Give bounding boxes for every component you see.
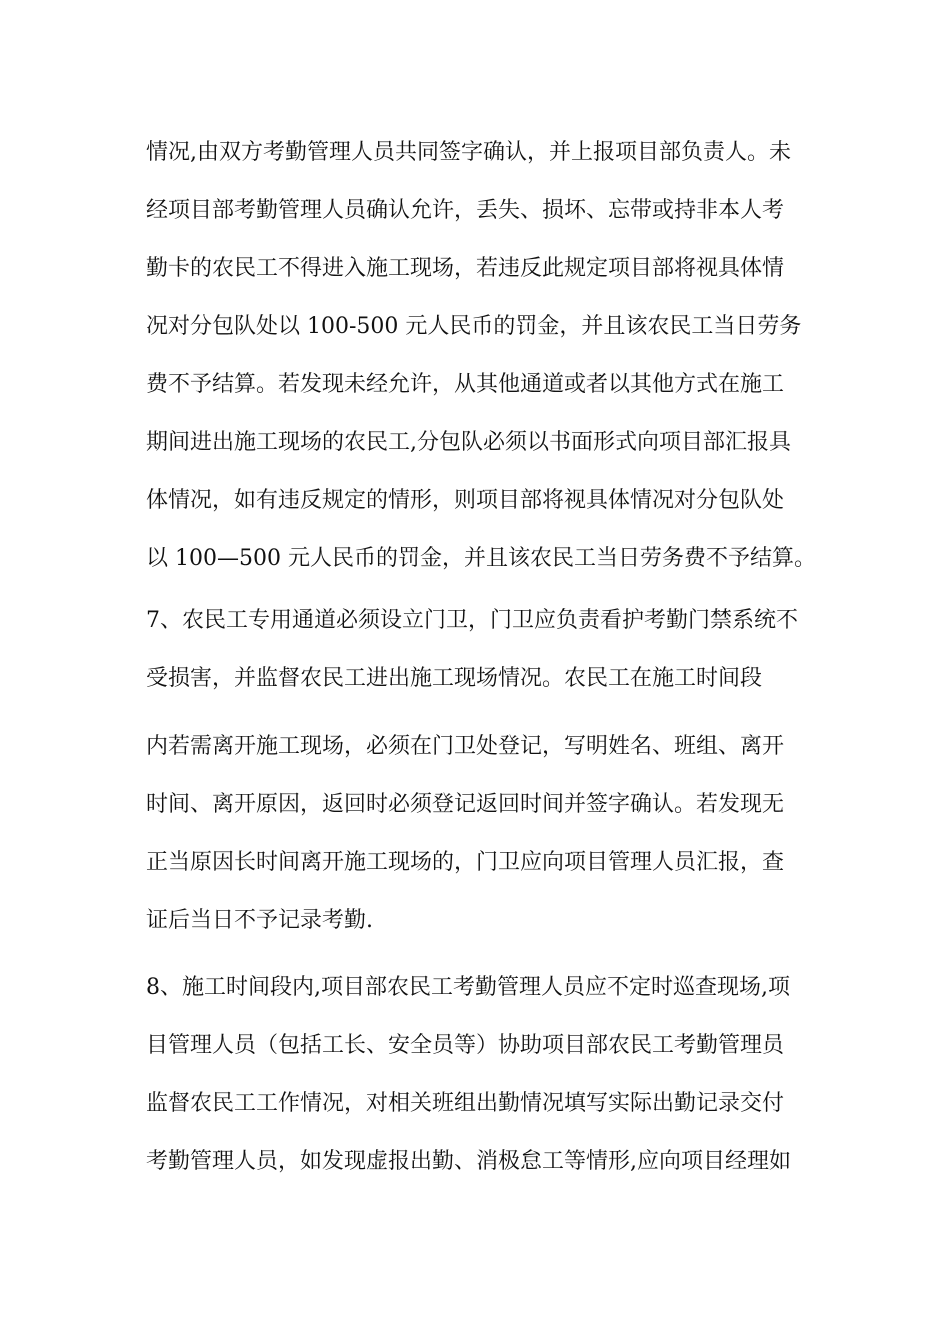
text-line: 受损害，并监督农民工进出施工现场情况。农民工在施工时间段 [146,666,763,691]
text-line: 目管理人员（包括工长、安全员等）协助项目部农民工考勤管理员 [146,1033,785,1058]
text-line: 费不予结算。若发现未经允许，从其他通道或者以其他方式在施工 [146,372,785,397]
text-line: 监督农民工工作情况，对相关班组出勤情况填写实际出勤记录交付 [146,1091,785,1116]
text-line: 以 100—500 元人民币的罚金，并且该农民工当日劳务费不予结算。 [146,546,816,571]
text-line: 内若需离开施工现场，必须在门卫处登记，写明姓名、班组、离开 [146,734,785,759]
text-line: 证后当日不予记录考勤. [146,908,373,933]
text-line: 时间、离开原因，返回时必须登记返回时间并签字确认。若发现无 [146,792,785,817]
paragraph-8-start: 8、施工时间段内,项目部农民工考勤管理人员应不定时巡查现场,项 [146,975,790,1000]
paragraph-7-start: 7、农民工专用通道必须设立门卫，门卫应负责看护考勤门禁系统不 [146,608,798,633]
text-line: 体情况，如有违反规定的情形，则项目部将视具体情况对分包队处 [146,488,785,513]
text-line: 期间进出施工现场的农民工,分包队必须以书面形式向项目部汇报具 [146,430,791,455]
text-line: 情况,由双方考勤管理人员共同签字确认，并上报项目部负责人。未 [146,140,791,165]
text-line: 经项目部考勤管理人员确认允许，丢失、损坏、忘带或持非本人考 [146,198,785,223]
text-line: 勤卡的农民工不得进入施工现场，若违反此规定项目部将视具体情 [146,256,785,281]
text-line: 况对分包队处以 100-500 元人民币的罚金，并且该农民工当日劳务 [146,314,802,339]
text-line: 考勤管理人员，如发现虚报出勤、消极怠工等情形,应向项目经理如 [146,1149,791,1174]
text-line: 正当原因长时间离开施工现场的，门卫应向项目管理人员汇报，查 [146,850,785,875]
